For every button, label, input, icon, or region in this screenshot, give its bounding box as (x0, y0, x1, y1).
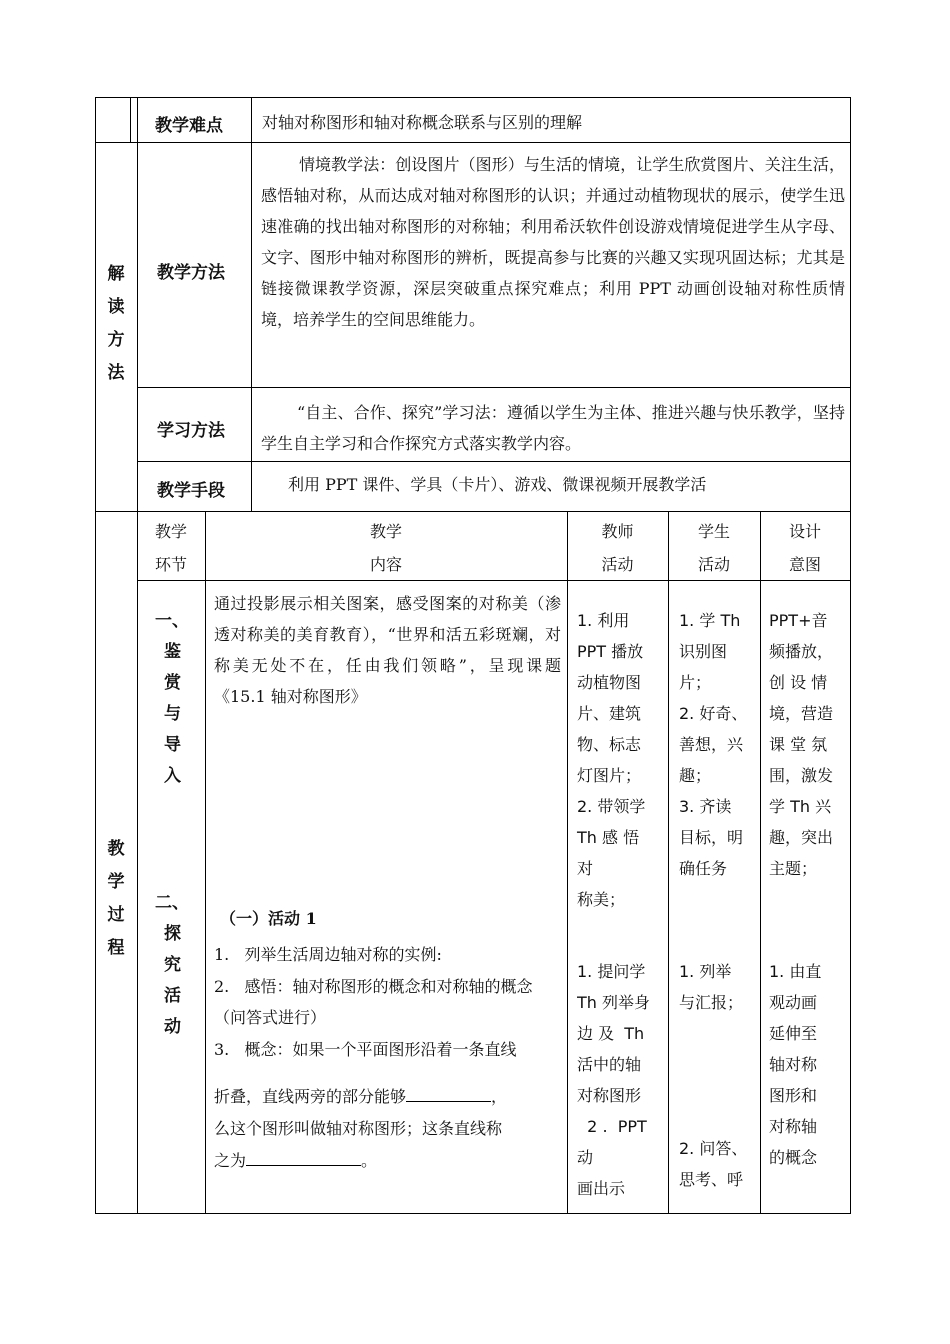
activity-item-2: 2. 感悟：轴对称图形的概念和对称轴的概念（问答式进行） (214, 977, 533, 1027)
row-divider (137, 461, 851, 462)
table-bottom-border (95, 1213, 851, 1214)
fill-line-1: 折叠，直线两旁的部分能够 ， (214, 1081, 507, 1112)
fill-line-2: 么这个图形叫做轴对称图形；这条直线称 (214, 1119, 503, 1138)
col-divider (130, 97, 131, 143)
fill-line-3: 之为 。 (214, 1145, 377, 1176)
student-activity-2b: 2. 问答、 思考、呼 (679, 1139, 748, 1189)
learning-method-text: “自主、合作、探究”学习法：遵循以学生为主体、推进兴趣与快乐教学，坚持学生自主学习和合作探究方式落实教学内容。 (261, 403, 845, 453)
header-intent: 设计 意图 (788, 522, 821, 574)
teacher-activity-2: 1. 提问学 Th 列举身 边 及 Th 活中的轴 对称图形 2 . PPT 动 画出示 (577, 962, 651, 1196)
header-student: 学生 活动 (697, 522, 730, 574)
stage1-label: 一、 鉴 赏 与 导 入 (155, 611, 189, 786)
activity-item-1: 1. 列举生活周边轴对称的实例: (214, 945, 442, 964)
header-content: 教学 内容 (369, 522, 402, 574)
method-side-label: 解 读 方 法 (107, 264, 125, 383)
header-stage: 教学 环节 (154, 522, 187, 574)
process-side-label: 教 学 过 程 (107, 839, 125, 958)
difficulty-text: 对轴对称图形和轴对称概念联系与区别的理解 (262, 113, 583, 132)
row-divider (95, 142, 851, 143)
activity-title: （一）活动 1 (220, 909, 317, 928)
col-divider (567, 511, 568, 1214)
difficulty-label: 教学难点 (155, 116, 223, 136)
row-divider (95, 511, 851, 512)
table-top-border (95, 97, 851, 98)
content-intro: 通过投影展示相关图案，感受图案的对称美（渗透对称美的美育教育），“世界和活五彩斑斓，对称美无处不在，任由我们领略”，呈现课题《15.1 轴对称图形》 (214, 594, 561, 706)
header-teacher: 教师 活动 (601, 522, 634, 574)
teaching-method-text: 情境教学法：创设图片（图形）与生活的情境，让学生欣赏图片、关注生活，感悟轴对称，从而达成对轴对称图形的认识；并通过动植物现状的展示，使学生迅速准确的找出轴对称图形的对称轴；利用希沃软件创设游戏情境促进学生从字母、文字、图形中轴对称图形的辨析，既提高参与比赛的兴趣又实现巩固达标；尤其是链接微课教学资源，深层突破重点探究难点；利用 PPT 动画创设轴对称性质情境，培养学生的空间思维能力。 (261, 155, 845, 329)
table-right-border (850, 97, 851, 1214)
design-intent-1: PPT+音 频播放， 创 设 情 境，营造 课 堂 氛 围，激发 学 Th 兴 趣，突出 主题； (769, 611, 834, 878)
answer-blank[interactable] (406, 1083, 491, 1102)
teaching-means-label: 教学手段 (157, 481, 225, 501)
student-activity-1: 1. 学 Th 识别图 片； 2. 好奇、 善想，兴 趣； 3. 齐读 目标，明 确任务 (679, 611, 748, 878)
col-divider (760, 511, 761, 1214)
col-divider (137, 97, 138, 1214)
stage2-label: 二、 探 究 活 动 (155, 893, 189, 1037)
col-divider (251, 97, 252, 512)
teaching-means-text: 利用 PPT 课件、学具（卡片）、游戏、微课视频开展教学活 (288, 475, 707, 494)
activity-item-3: 3. 概念：如果一个平面图形沿着一条直线 (214, 1040, 517, 1059)
design-intent-2: 1. 由直 观动画 延伸至 轴对称 图形和 对称轴 的概念 (769, 962, 822, 1167)
col-divider (668, 511, 669, 1214)
table-left-border (95, 97, 96, 1214)
teaching-method-label: 教学方法 (157, 263, 225, 283)
row-divider (137, 387, 851, 388)
col-divider (205, 511, 206, 1214)
learning-method-label: 学习方法 (157, 421, 225, 441)
student-activity-2a: 1. 列举 与汇报； (679, 962, 744, 1012)
teacher-activity-1: 1. 利用 PPT 播放 动植物图 片、建筑 物、标志 灯图片； 2. 带领学 Th 感 悟 对 称美； (577, 611, 646, 909)
answer-blank[interactable] (246, 1147, 361, 1166)
